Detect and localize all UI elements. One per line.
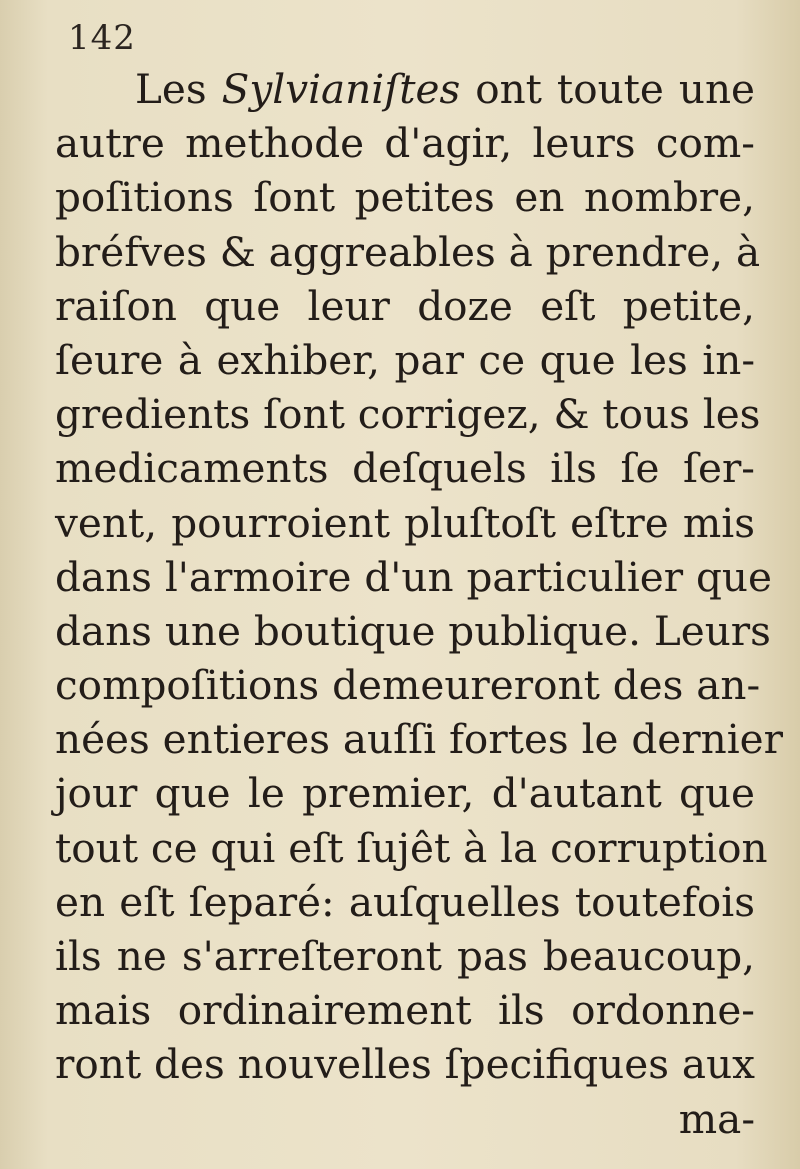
text-line: gredients ſont corrigez, & tous les xyxy=(55,390,761,439)
page-number: 142 xyxy=(68,18,136,58)
italic-name: Sylvianiſtes xyxy=(221,65,461,113)
text-line: dans une boutique publique. Leurs xyxy=(55,606,771,655)
text-line: autre methode d'agir, leurs com- xyxy=(55,119,755,168)
text-line: jour que le premier, d'autant que xyxy=(55,769,755,818)
text-line: poſitions ſont petites en nombre, xyxy=(55,173,755,222)
text-line: ſeure à exhiber, par ce que les in- xyxy=(55,335,755,384)
text-line: nées entieres auſſi fortes le dernier xyxy=(55,715,783,764)
text-line: mais ordinairement ils ordonne- xyxy=(55,986,755,1035)
text-line: ils ne s'arreſteront pas beaucoup, xyxy=(55,932,755,980)
text-line: raiſon que leur doze eſt petite, xyxy=(55,281,755,330)
text-line: dans l'armoire d'un particulier que xyxy=(55,552,772,601)
text-line: Les Sylvianiſtes ont toute une xyxy=(135,65,756,113)
text-line: ront des nouvelles ſpecifiques aux xyxy=(55,1040,755,1089)
text-line: vent, pourroient pluſtoſt eſtre mis xyxy=(55,498,755,547)
text-line: compoſitions demeureront des an- xyxy=(55,661,761,710)
text-line: bréfves & aggreables à prendre, à xyxy=(55,227,761,276)
body-text xyxy=(55,62,783,1146)
text-line: medicaments deſquels ils ſe ſer- xyxy=(55,444,755,493)
text-line: en eſt ſeparé: auſquelles toutefois xyxy=(55,877,755,926)
catchword: ma- xyxy=(678,1094,755,1143)
text-line: tout ce qui eſt ſujêt à la corruption xyxy=(55,823,768,872)
